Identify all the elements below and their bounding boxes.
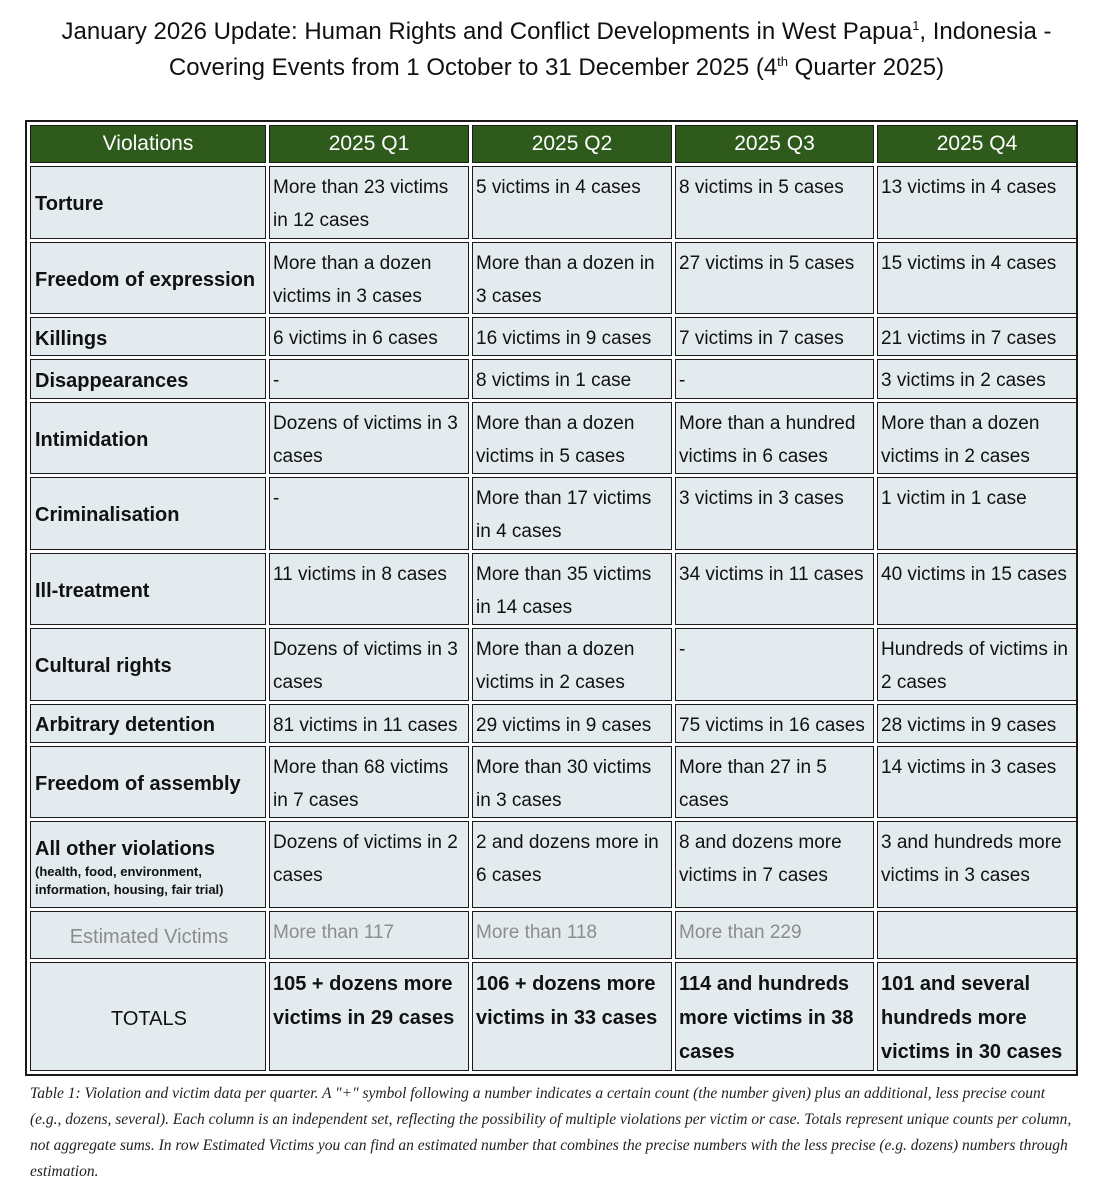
row-label — [30, 746, 266, 819]
table-cell: - — [269, 359, 469, 398]
table-cell — [877, 911, 1077, 959]
row-label — [30, 704, 266, 743]
violations-table-frame — [25, 120, 1078, 1076]
table-cell: More than a hundred victims in 6 cases — [675, 402, 874, 475]
table-cell: 101 and several hundreds more victims in 30 cases — [877, 962, 1077, 1071]
row-label-text: Arbitrary detention — [35, 714, 216, 737]
table-row — [30, 166, 1077, 239]
table-cell: 28 victims in 9 cases — [877, 704, 1077, 743]
table-cell: 8 victims in 1 case — [472, 359, 672, 398]
table-cell: 3 victims in 2 cases — [877, 359, 1077, 398]
table-cell: 75 victims in 16 cases — [675, 704, 874, 743]
table-cell: 34 victims in 11 cases — [675, 553, 874, 626]
header-violations: Violations — [30, 125, 266, 163]
table-cell: More than 117 — [269, 911, 469, 959]
table-cell: 29 victims in 9 cases — [472, 704, 672, 743]
row-label — [30, 553, 266, 626]
row-label-text: Killings — [35, 327, 108, 350]
row-label-text: Criminalisation — [35, 504, 180, 527]
table-cell: 27 victims in 5 cases — [675, 242, 874, 315]
footnote-marker: 1 — [912, 18, 920, 33]
table-cell: More than a dozen victims in 2 cases — [877, 402, 1077, 475]
table-row — [30, 242, 1077, 315]
title-line-1-suffix: , Indonesia - — [919, 18, 1052, 45]
row-label — [30, 242, 266, 315]
table-cell: 3 victims in 3 cases — [675, 477, 874, 550]
table-cell: 15 victims in 4 cases — [877, 242, 1077, 315]
page-title — [0, 14, 1113, 86]
ordinal-suffix: th — [777, 54, 789, 69]
table-cell: 3 and hundreds more victims in 3 cases — [877, 821, 1077, 908]
table-cell: 8 and dozens more victims in 7 cases — [675, 821, 874, 908]
table-row — [30, 553, 1077, 626]
table-body — [30, 166, 1077, 1071]
table-cell: 13 victims in 4 cases — [877, 166, 1077, 239]
table-cell: 40 victims in 15 cases — [877, 553, 1077, 626]
table-cell: 11 victims in 8 cases — [269, 553, 469, 626]
row-label-text: All other violations — [35, 837, 216, 860]
table-cell: 1 victim in 1 case — [877, 477, 1077, 550]
table-row — [30, 359, 1077, 398]
table-cell: 81 victims in 11 cases — [269, 704, 469, 743]
row-label — [30, 628, 266, 701]
table-row — [30, 911, 1077, 959]
table-row — [30, 746, 1077, 819]
table-cell: More than 27 in 5 cases — [675, 746, 874, 819]
table-row — [30, 821, 1077, 908]
header-quarter: 2025 Q2 — [472, 125, 672, 163]
table-cell: 106 + dozens more victims in 33 cases — [472, 962, 672, 1071]
row-label-text: Freedom of expression — [35, 268, 256, 291]
row-label-text: TOTALS — [111, 1007, 187, 1030]
table-cell: 105 + dozens more victims in 29 cases — [269, 962, 469, 1071]
table-row — [30, 962, 1077, 1071]
table-caption: Table 1: Violation and victim data per quarter. A "+" symbol following a number indicates a certain count (the number given) plus an additional, less precise count (e.g., dozens, several). Each column is an independent set, reflecting the possibility of multiple violations per victim or case. Totals represent unique counts per column, not aggregate sums. In row Estimated Victims you can find an estimated number that combines the precise numbers with the less precise (e.g. dozens) numbers through estimation. — [30, 1085, 1072, 1180]
table-cell: More than a dozen victims in 5 cases — [472, 402, 672, 475]
table-row — [30, 477, 1077, 550]
table-cell: 8 victims in 5 cases — [675, 166, 874, 239]
row-label-text: Freedom of assembly — [35, 773, 241, 796]
title-line-1-text: January 2026 Update: Human Rights and Conflict Developments in West Papua — [61, 18, 913, 45]
table-cell: 7 victims in 7 cases — [675, 317, 874, 356]
table-cell: More than 118 — [472, 911, 672, 959]
table-row — [30, 704, 1077, 743]
table-header-row — [30, 125, 1077, 163]
header-quarter: 2025 Q3 — [675, 125, 874, 163]
row-label — [30, 962, 266, 1071]
title-line-2-suffix: Quarter 2025) — [788, 54, 945, 81]
row-sublabel: (health, food, environment, information, housing, fair trial) — [35, 863, 224, 897]
table-cell: - — [269, 477, 469, 550]
table-cell: 6 victims in 6 cases — [269, 317, 469, 356]
row-label-text: Ill-treatment — [35, 579, 150, 602]
table-row — [30, 402, 1077, 475]
table-row — [30, 628, 1077, 701]
title-line-2 — [0, 50, 1113, 86]
header-quarter: 2025 Q1 — [269, 125, 469, 163]
violations-table — [27, 122, 1080, 1074]
table-cell: More than a dozen victims in 3 cases — [269, 242, 469, 315]
table-cell: 114 and hundreds more victims in 38 cases — [675, 962, 874, 1071]
row-label — [30, 821, 266, 908]
row-label — [30, 166, 266, 239]
row-label-text: Disappearances — [35, 369, 189, 392]
table-cell: Dozens of victims in 2 cases — [269, 821, 469, 908]
table-cell: More than 229 — [675, 911, 874, 959]
title-line-2-text: Covering Events from 1 October to 31 December 2025 (4 — [168, 54, 778, 81]
table-cell: 14 victims in 3 cases — [877, 746, 1077, 819]
table-cell: 21 victims in 7 cases — [877, 317, 1077, 356]
row-label — [30, 477, 266, 550]
row-label-text: Torture — [35, 193, 104, 216]
table-cell: 2 and dozens more in 6 cases — [472, 821, 672, 908]
row-label — [30, 402, 266, 475]
table-cell: 16 victims in 9 cases — [472, 317, 672, 356]
row-label — [30, 359, 266, 398]
table-cell: More than 23 victims in 12 cases — [269, 166, 469, 239]
header-quarter: 2025 Q4 — [877, 125, 1077, 163]
table-cell: More than 30 victims in 3 cases — [472, 746, 672, 819]
row-label — [30, 911, 266, 959]
row-label-text: Intimidation — [35, 428, 149, 451]
table-cell: Dozens of victims in 3 cases — [269, 402, 469, 475]
table-cell: - — [675, 359, 874, 398]
row-label — [30, 317, 266, 356]
table-cell: 5 victims in 4 cases — [472, 166, 672, 239]
table-cell: More than a dozen victims in 2 cases — [472, 628, 672, 701]
table-cell: More than 35 victims in 14 cases — [472, 553, 672, 626]
row-label-text: Estimated Victims — [69, 926, 229, 949]
table-cell: More than 68 victims in 7 cases — [269, 746, 469, 819]
table-row — [30, 317, 1077, 356]
table-cell: More than a dozen in 3 cases — [472, 242, 672, 315]
table-cell: - — [675, 628, 874, 701]
row-label-text: Cultural rights — [35, 655, 172, 678]
table-cell: More than 17 victims in 4 cases — [472, 477, 672, 550]
table-cell: Hundreds of victims in 2 cases — [877, 628, 1077, 701]
title-line-1 — [0, 14, 1113, 50]
table-cell: Dozens of victims in 3 cases — [269, 628, 469, 701]
